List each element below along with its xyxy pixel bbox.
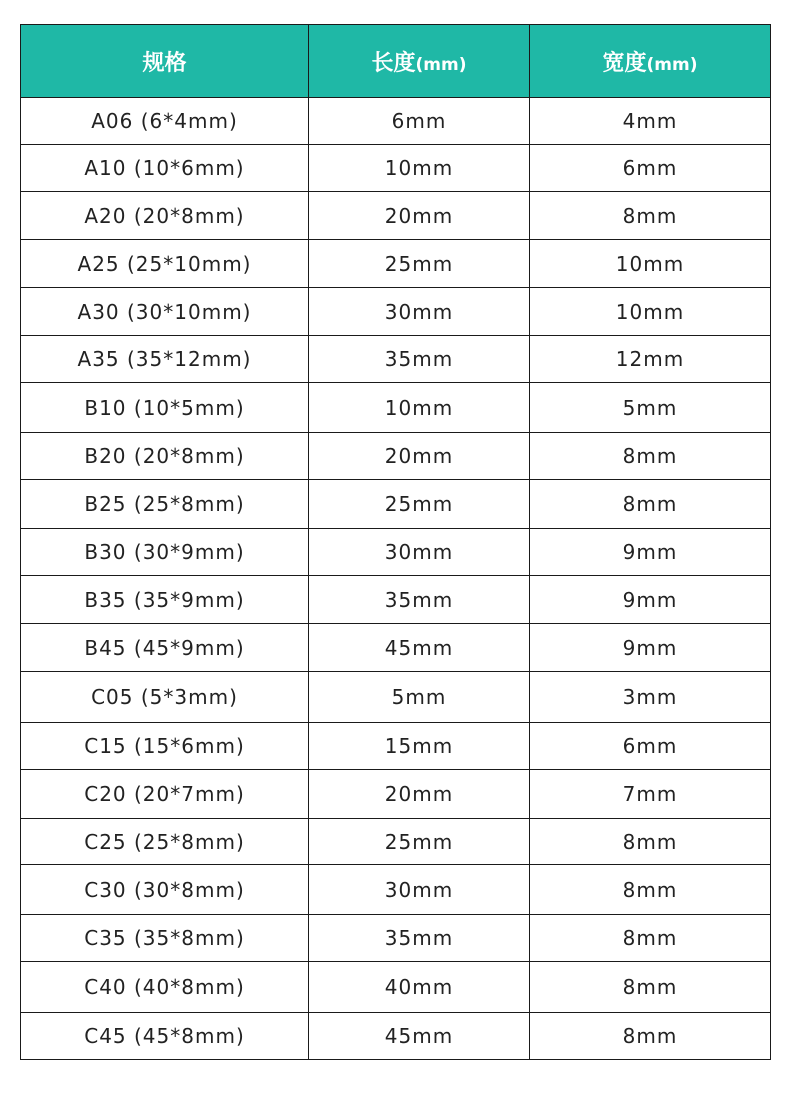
table-header [21, 25, 771, 98]
cell-length: 35mm [309, 576, 530, 624]
table-row [21, 145, 771, 192]
cell-spec: C45 (45*8mm) [21, 1013, 309, 1060]
cell-length: 10mm [309, 383, 530, 433]
cell-width: 8mm [530, 1013, 771, 1060]
cell-length: 25mm [309, 480, 530, 529]
table-row [21, 529, 771, 576]
header-width-label: 宽度 [602, 50, 647, 76]
cell-width: 8mm [530, 433, 771, 480]
cell-width: 8mm [530, 192, 771, 240]
cell-spec: B35 (35*9mm) [21, 576, 309, 624]
table-row [21, 576, 771, 624]
cell-spec: A35 (35*12mm) [21, 336, 309, 383]
cell-spec: C05 (5*3mm) [21, 672, 309, 723]
cell-width: 8mm [530, 480, 771, 529]
table-row [21, 819, 771, 865]
cell-width: 10mm [530, 288, 771, 336]
spec-table [20, 24, 771, 1060]
cell-length: 15mm [309, 723, 530, 770]
cell-width: 9mm [530, 576, 771, 624]
table-body [21, 98, 771, 1060]
cell-width: 8mm [530, 819, 771, 865]
header-length-label: 长度 [371, 50, 416, 76]
cell-spec: C40 (40*8mm) [21, 962, 309, 1013]
table-row [21, 624, 771, 672]
cell-length: 6mm [309, 98, 530, 145]
cell-spec: A30 (30*10mm) [21, 288, 309, 336]
header-length [309, 25, 530, 98]
cell-spec: B10 (10*5mm) [21, 383, 309, 433]
table-row [21, 723, 771, 770]
cell-length: 30mm [309, 865, 530, 915]
table-row [21, 433, 771, 480]
cell-length: 45mm [309, 1013, 530, 1060]
cell-width: 6mm [530, 145, 771, 192]
table-row [21, 383, 771, 433]
cell-spec: A10 (10*6mm) [21, 145, 309, 192]
cell-spec: C35 (35*8mm) [21, 915, 309, 962]
cell-width: 8mm [530, 962, 771, 1013]
cell-length: 45mm [309, 624, 530, 672]
cell-length: 40mm [309, 962, 530, 1013]
cell-spec: A20 (20*8mm) [21, 192, 309, 240]
cell-spec: B25 (25*8mm) [21, 480, 309, 529]
table-row [21, 1013, 771, 1060]
header-spec [21, 25, 309, 98]
cell-width: 8mm [530, 865, 771, 915]
cell-length: 25mm [309, 240, 530, 288]
table-row [21, 770, 771, 819]
cell-length: 20mm [309, 433, 530, 480]
table-row [21, 192, 771, 240]
table-row [21, 240, 771, 288]
cell-width: 10mm [530, 240, 771, 288]
header-row [21, 25, 771, 98]
header-spec-label: 规格 [142, 50, 187, 76]
table-row [21, 865, 771, 915]
table-row [21, 336, 771, 383]
cell-length: 35mm [309, 336, 530, 383]
cell-spec: B30 (30*9mm) [21, 529, 309, 576]
cell-length: 30mm [309, 288, 530, 336]
cell-width: 5mm [530, 383, 771, 433]
cell-width: 3mm [530, 672, 771, 723]
cell-width: 9mm [530, 624, 771, 672]
cell-width: 8mm [530, 915, 771, 962]
table-row [21, 672, 771, 723]
cell-width: 4mm [530, 98, 771, 145]
table-row [21, 98, 771, 145]
cell-length: 20mm [309, 192, 530, 240]
cell-spec: C20 (20*7mm) [21, 770, 309, 819]
table-row [21, 480, 771, 529]
cell-length: 10mm [309, 145, 530, 192]
cell-spec: B20 (20*8mm) [21, 433, 309, 480]
table-row [21, 962, 771, 1013]
cell-spec: B45 (45*9mm) [21, 624, 309, 672]
cell-length: 25mm [309, 819, 530, 865]
header-width-unit: (mm) [646, 54, 698, 75]
cell-spec: A06 (6*4mm) [21, 98, 309, 145]
cell-length: 30mm [309, 529, 530, 576]
header-length-unit: (mm) [415, 54, 467, 75]
cell-width: 6mm [530, 723, 771, 770]
cell-spec: A25 (25*10mm) [21, 240, 309, 288]
table-row [21, 288, 771, 336]
cell-spec: C15 (15*6mm) [21, 723, 309, 770]
header-width [530, 25, 771, 98]
cell-spec: C30 (30*8mm) [21, 865, 309, 915]
cell-length: 20mm [309, 770, 530, 819]
cell-width: 9mm [530, 529, 771, 576]
cell-spec: C25 (25*8mm) [21, 819, 309, 865]
cell-width: 7mm [530, 770, 771, 819]
cell-length: 35mm [309, 915, 530, 962]
cell-width: 12mm [530, 336, 771, 383]
table-row [21, 915, 771, 962]
cell-length: 5mm [309, 672, 530, 723]
